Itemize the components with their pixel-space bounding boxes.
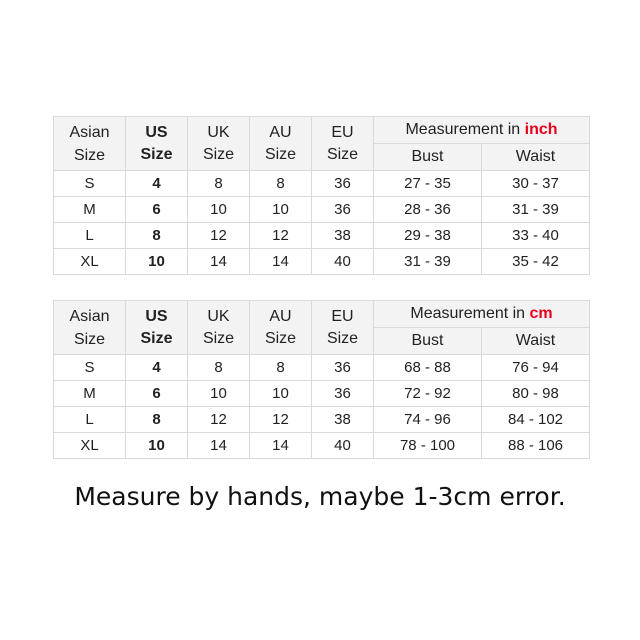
cell-uk: 8	[188, 355, 250, 381]
cell-au: 14	[250, 249, 312, 275]
table-row	[54, 197, 590, 223]
cell-waist: 30 - 37	[482, 171, 590, 197]
cell-au: 8	[250, 355, 312, 381]
header-uk-size: UK Size	[188, 117, 250, 171]
cell-eu: 38	[312, 407, 374, 433]
size-chart-inch	[53, 116, 590, 275]
table-row	[54, 249, 590, 275]
header-eu-size: EU Size	[312, 117, 374, 171]
cell-bust: 68 - 88	[374, 355, 482, 381]
cell-bust: 72 - 92	[374, 381, 482, 407]
header-measurement: Measurement in cm	[374, 301, 590, 328]
cell-waist: 35 - 42	[482, 249, 590, 275]
unit-label: inch	[524, 121, 558, 138]
cell-waist: 76 - 94	[482, 355, 590, 381]
header-asian-size: Asian Size	[54, 117, 126, 171]
cell-eu: 40	[312, 249, 374, 275]
cell-au: 8	[250, 171, 312, 197]
cell-waist: 31 - 39	[482, 197, 590, 223]
cell-asian: XL	[54, 433, 126, 459]
header-au-size: AU Size	[250, 301, 312, 355]
header-bust: Bust	[374, 144, 482, 171]
cell-asian: S	[54, 171, 126, 197]
cell-bust: 29 - 38	[374, 223, 482, 249]
cell-eu: 36	[312, 197, 374, 223]
header-uk-size: UK Size	[188, 301, 250, 355]
cell-uk: 14	[188, 249, 250, 275]
cell-us: 6	[126, 381, 188, 407]
cell-asian: M	[54, 197, 126, 223]
size-chart-cm	[53, 300, 590, 459]
cell-bust: 31 - 39	[374, 249, 482, 275]
cell-us: 6	[126, 197, 188, 223]
unit-label: cm	[529, 305, 553, 322]
header-eu-size: EU Size	[312, 301, 374, 355]
measurement-note: Measure by hands, maybe 1-3cm error.	[74, 482, 566, 511]
table-row	[54, 355, 590, 381]
cell-uk: 10	[188, 197, 250, 223]
table-row	[54, 407, 590, 433]
cell-eu: 36	[312, 381, 374, 407]
cell-bust: 27 - 35	[374, 171, 482, 197]
cell-us: 8	[126, 223, 188, 249]
header-waist: Waist	[482, 144, 590, 171]
cell-bust: 74 - 96	[374, 407, 482, 433]
header-bust: Bust	[374, 328, 482, 355]
cell-us: 10	[126, 433, 188, 459]
header-measurement: Measurement in inch	[374, 117, 590, 144]
header-us-size: US Size	[126, 117, 188, 171]
cell-au: 12	[250, 407, 312, 433]
table-row	[54, 381, 590, 407]
cell-eu: 36	[312, 171, 374, 197]
cell-asian: L	[54, 223, 126, 249]
cell-us: 8	[126, 407, 188, 433]
cell-asian: S	[54, 355, 126, 381]
cell-uk: 12	[188, 407, 250, 433]
cell-eu: 40	[312, 433, 374, 459]
cell-eu: 36	[312, 355, 374, 381]
cell-eu: 38	[312, 223, 374, 249]
cell-waist: 33 - 40	[482, 223, 590, 249]
cell-asian: L	[54, 407, 126, 433]
header-asian-size: Asian Size	[54, 301, 126, 355]
header-au-size: AU Size	[250, 117, 312, 171]
cell-uk: 12	[188, 223, 250, 249]
cell-waist: 80 - 98	[482, 381, 590, 407]
cell-au: 12	[250, 223, 312, 249]
cell-au: 10	[250, 381, 312, 407]
table-row	[54, 223, 590, 249]
cell-bust: 28 - 36	[374, 197, 482, 223]
header-waist: Waist	[482, 328, 590, 355]
cell-au: 10	[250, 197, 312, 223]
cell-waist: 84 - 102	[482, 407, 590, 433]
cell-asian: XL	[54, 249, 126, 275]
cell-uk: 10	[188, 381, 250, 407]
cell-uk: 8	[188, 171, 250, 197]
header-us-size: US Size	[126, 301, 188, 355]
cell-uk: 14	[188, 433, 250, 459]
table-row	[54, 171, 590, 197]
cell-us: 4	[126, 355, 188, 381]
cell-asian: M	[54, 381, 126, 407]
cell-au: 14	[250, 433, 312, 459]
table-row	[54, 433, 590, 459]
cell-bust: 78 - 100	[374, 433, 482, 459]
cell-us: 10	[126, 249, 188, 275]
cell-us: 4	[126, 171, 188, 197]
cell-waist: 88 - 106	[482, 433, 590, 459]
